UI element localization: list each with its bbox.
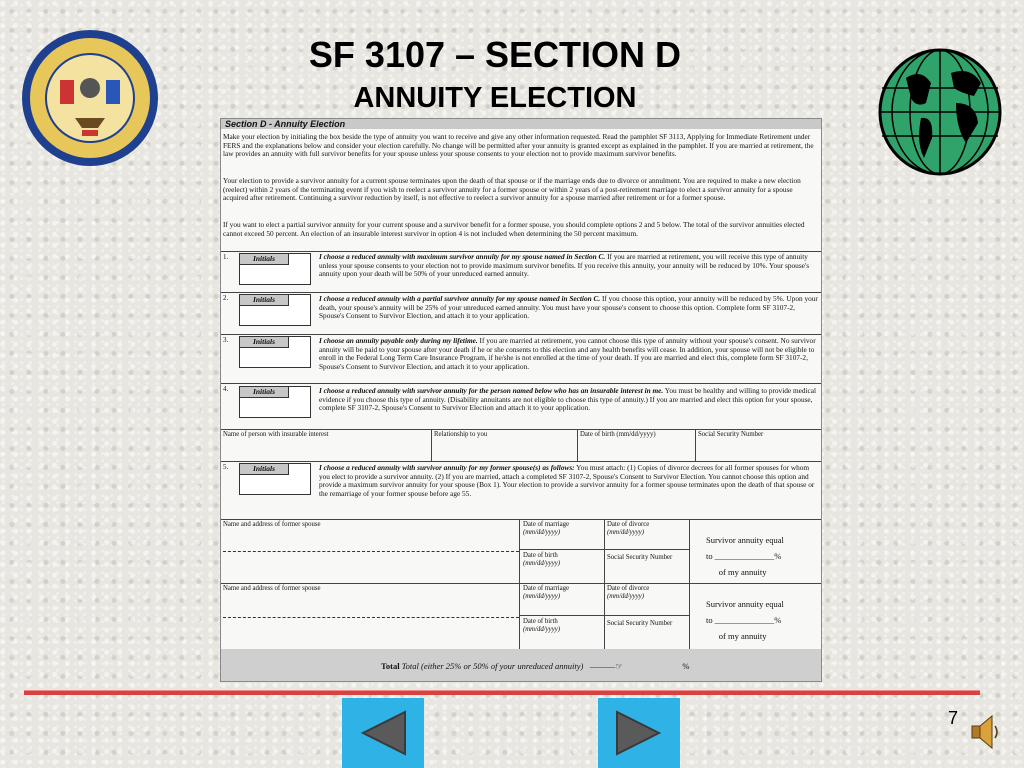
intro-paragraph-1: Make your election by initialing the box beside the type of annuity you want to receive and give any other information requested. Read the pamphlet SF 3113, Applying for Immediate Retirement under FERS and the explanations below and consider your election carefully. No change will be permitted after your annuity is granted except as explained in the pamphlet. If you are married at retirement, the law provides an annuity with full survivor benefits for your spouse unless your spouse consents to your election not to provide maximum survivor benefits. <box>223 132 814 159</box>
option-2-text: I choose a reduced annuity with a partial survivor annuity for my spouse named in Section C. If you choose this option, your annuity will be reduced by 5%. Upon your death, your spouse's annuity will be 25% of your unreduced earned annuity. You must have your spouse's consent to choose this option. Complete form SF 3107-2, Spouse's Consent to Survivor Election, and attach it to your application. <box>319 294 818 321</box>
initials-label: Initials <box>240 254 289 265</box>
initials-box-option-5[interactable] <box>239 463 311 495</box>
option-4-text: I choose a reduced annuity with survivor annuity for the person named below who has an insurable interest in me. You must be healthy and willing to provide medical evidence if you choose this type of annuity. (Disability annuitants are not eligible to choose this type of annuity.) If you are married and elect this option for your spouse, complete SF 3107-2, Spouse's Consent to Survivor Election and attach it to your application. <box>319 386 817 413</box>
intro-paragraph-2: Your election to provide a survivor annuity for a current spouse terminates upon the death of that spouse or if the marriage ends due to divorce or annulment. You are required to make a new election (reelect) within 2 years of the terminating event if you wish to reelect a survivor annuity for a former spouse or within 2 years of a post-retirement marriage to elect a survivor annuity for a spouse acquired after retirement. Continuing a survivor reduction by itself, is not effective to reelect a survivor annuity for a spouse married after retirement or for a former spouse. <box>223 176 801 203</box>
speaker-icon[interactable] <box>970 712 1000 752</box>
slide-number: 7 <box>948 708 959 728</box>
slide-title: SF 3107 – SECTION D <box>308 34 682 75</box>
initials-box-option-3[interactable] <box>239 336 311 368</box>
initials-label: Initials <box>240 337 289 348</box>
former-spouse-name-field[interactable]: Name and address of former spouse <box>223 521 321 528</box>
former-spouse-name-field[interactable]: Name and address of former spouse <box>223 585 321 592</box>
date-of-divorce-field[interactable]: Date of divorce (mm/dd/yyyy) <box>607 585 650 600</box>
next-slide-button[interactable] <box>598 698 680 768</box>
department-of-the-army-seal <box>20 28 160 168</box>
globe-icon <box>876 48 1004 176</box>
ssn-field[interactable]: Social Security Number <box>607 620 673 627</box>
option-number: 2. <box>223 294 229 302</box>
sf3107-section-d-form <box>220 118 822 682</box>
option-1-text: I choose a reduced annuity with maximum survivor annuity for my spouse named in Section C. If you are married at retirement, you will receive this type of annuity unless your spouse consents to your election not to provide maximum survivor benefits. If you receive this annuity, your annuity will be reduced by 10%. Your spouse's annuity upon your death will be 50% of your unreduced earned annuity. <box>319 252 810 279</box>
initials-box-option-1[interactable] <box>239 253 311 285</box>
footer-divider <box>24 690 980 695</box>
ssn-field[interactable]: Social Security Number <box>607 554 673 561</box>
initials-box-option-2[interactable] <box>239 294 311 326</box>
survivor-annuity-percent-2[interactable]: Survivor annuity equal to ______________% of my annuity <box>706 599 784 641</box>
option-number: 5. <box>223 463 229 471</box>
slide-subtitle: ANNUITY ELECTION <box>353 82 637 114</box>
insurable-ssn-field[interactable]: Social Security Number <box>698 431 764 438</box>
initials-box-option-4[interactable] <box>239 386 311 418</box>
form-section-header: Section D - Annuity Election <box>221 119 822 129</box>
total-line[interactable]: Total Total (either 25% or 50% of your unreduced annuity) ———☞ % <box>381 661 690 671</box>
option-number: 3. <box>223 336 229 344</box>
survivor-annuity-percent-1[interactable]: Survivor annuity equal to ______________% of my annuity <box>706 535 784 577</box>
option-3-text: I choose an annuity payable only during my lifetime. If you are married at retirement, you cannot choose this type of annuity without your spouse's consent. No survivor annuity will be paid to your spouse after your death if he or she consents to this election and any health benefits will cease. In addition, your spouse will not be eligible to enroll in the Federal Long Term Care Insurance Program, if he/she is not enrolled at the time of your death. If you are married and elect this, complete form SF 3107-2, Spouse's Consent to Survivor Election, and attach it to your application. <box>319 336 816 371</box>
initials-label: Initials <box>240 387 289 398</box>
option-number: 1. <box>223 253 229 261</box>
intro-paragraph-3: If you want to elect a partial survivor annuity for your current spouse and a survivor benefit for a former spouse, you should complete options 2 and 5 below. The total of the survivor annuities elected cannot exceed 50 percent. An election of an insurable interest survivor in option 4 is not included when determining the 50 percent maximum. <box>223 220 805 238</box>
insurable-relationship-field[interactable]: Relationship to you <box>434 431 488 438</box>
date-of-divorce-field[interactable]: Date of divorce (mm/dd/yyyy) <box>607 521 650 536</box>
date-of-marriage-field[interactable]: Date of marriage (mm/dd/yyyy) <box>523 585 570 600</box>
date-of-marriage-field[interactable]: Date of marriage (mm/dd/yyyy) <box>523 521 570 536</box>
date-of-birth-field[interactable]: Date of birth (mm/dd/yyyy) <box>523 618 560 633</box>
insurable-name-field[interactable]: Name of person with insurable interest <box>223 431 329 438</box>
previous-slide-button[interactable] <box>342 698 424 768</box>
right-arrow-icon <box>615 710 663 756</box>
option-5-text: I choose a reduced annuity with survivor annuity for my former spouse(s) as follows: You must attach: (1) Copies of divorce decrees for all former spouses for whom you elect to provide a survivor annuity. (2) If you are married, attach a completed SF 3107-2, Spouse's Consent to Survivor Election. You cannot choose this option and provide a maximum survivor annuity for your spouse (Box 1). Your election to provide a survivor annuity for a former spouse terminates upon the death of that spouse or the remarriage of your former spouse before age 55. <box>319 463 815 498</box>
initials-label: Initials <box>240 464 289 475</box>
option-number: 4. <box>223 385 229 393</box>
initials-label: Initials <box>240 295 289 306</box>
date-of-birth-field[interactable]: Date of birth (mm/dd/yyyy) <box>523 552 560 567</box>
insurable-dob-field[interactable]: Date of birth (mm/dd/yyyy) <box>580 431 656 438</box>
left-arrow-icon <box>359 710 407 756</box>
